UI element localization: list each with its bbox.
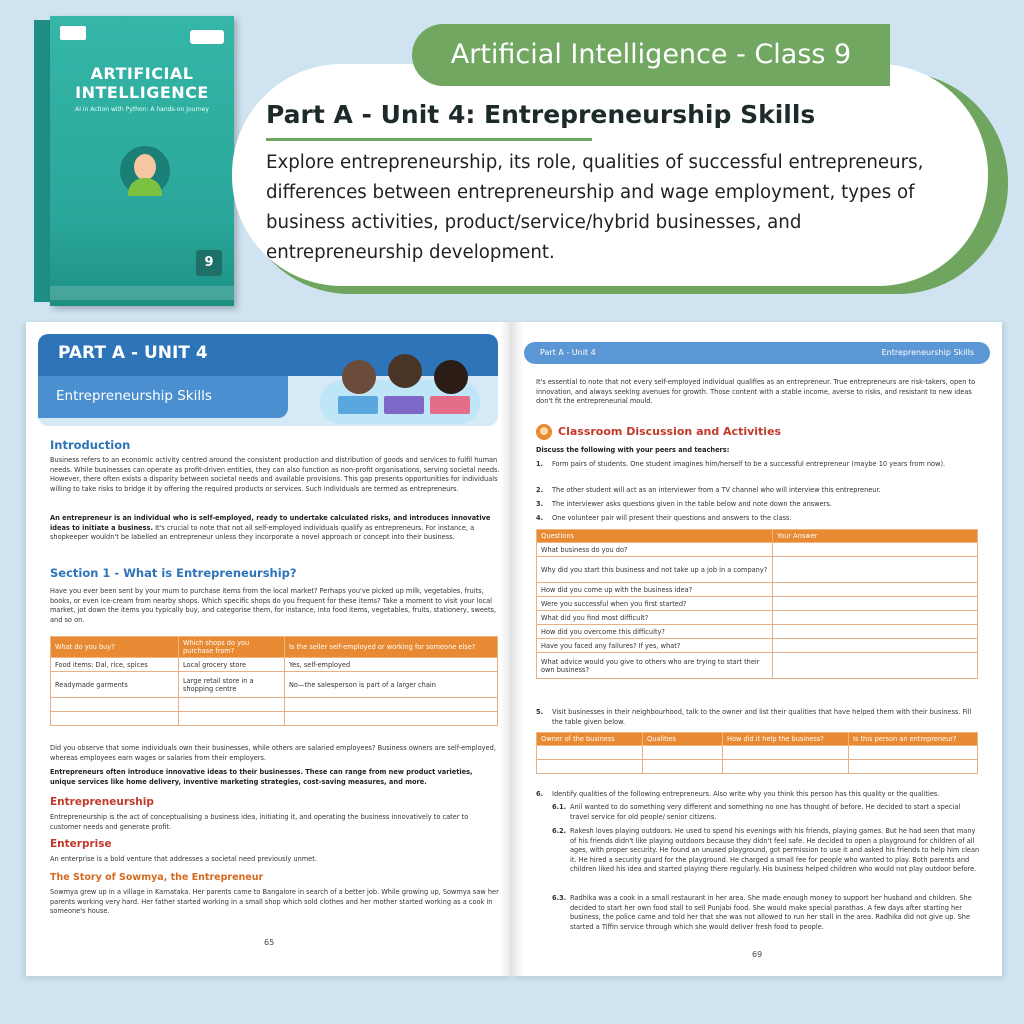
- story-paragraph: Sowmya grew up in a village in Karnataka. Her parents came to Bangalore in search of a better job. While growing up, Sowmya saw her parents working very hard. Her father started working in a small shop which sold clothes and her mother started working as a cook in someone's house.: [50, 888, 499, 916]
- table-header: What do you buy?: [51, 637, 179, 658]
- students-laptops-illustration: [298, 350, 498, 424]
- intro-heading: Introduction: [50, 438, 131, 452]
- table-cell: Local grocery store: [179, 658, 285, 672]
- table-row: [537, 625, 978, 639]
- after-table-paragraph: Did you observe that some individuals own their businesses, while others are salaried employees? Business owners are self-employed, whereas employees earn wages or salaries from their employers.: [50, 744, 496, 762]
- table-row: [537, 583, 978, 597]
- table-row: [537, 653, 978, 679]
- right-page: [512, 322, 1002, 976]
- case-text: Anil wanted to do something very different and something no one has thought of before. He decided to start a special travel service for old people/ senior citizens.: [570, 803, 961, 821]
- intro-paragraph: It's essential to note that not every self-employed individual qualifies as an entrepreneur. True entrepreneurs are risk-takers, open to innovation, and always seeking avenues for growth. Those content with a stable income, averse to risks, and resistant to new ideas don't fit the entrepreneurial mould.: [536, 378, 976, 406]
- question-cell: What business do you do?: [537, 543, 773, 557]
- table-cell: No—the salesperson is part of a larger chain: [285, 672, 498, 698]
- table-row: [537, 746, 978, 760]
- answer-cell: [773, 653, 978, 679]
- enterprise-heading: Enterprise: [50, 838, 112, 850]
- step-text: Visit businesses in their neighbourhood, talk to the owner and list their qualities that have helped them with their business. Fill the table given below.: [552, 708, 972, 726]
- enterprise-paragraph: An enterprise is a bold venture that addresses a societal need previously unmet.: [50, 855, 317, 863]
- table-row: [51, 658, 498, 672]
- chapter-header: [38, 334, 498, 426]
- step-text: Identify qualities of the following entrepreneurs. Also write why you think this person has this quality or the qualities.: [552, 790, 940, 798]
- book-badge-icon: [60, 26, 86, 40]
- table-header: Which shops do you purchase from?: [179, 637, 285, 658]
- step-number: 5.: [536, 708, 544, 716]
- book-title: ARTIFICIAL INTELLIGENCE: [75, 64, 209, 102]
- table-header: Your Answer: [773, 530, 978, 543]
- page-number: 69: [752, 950, 763, 959]
- running-header-left: Part A - Unit 4: [540, 348, 596, 357]
- table-cell: [285, 698, 498, 712]
- table-row: [537, 760, 978, 774]
- book-gutter: [500, 322, 524, 976]
- case-text: Radhika was a cook in a small restaurant in her area. She made enough money to support her husband and children. She decided to start her own food stall to sell Punjabi food. She would make special parathas. A few days after starting her business, the police came and told her that she was not allowed to run her stall in the area. Radhika did not give up. She started a Tiffin service through which she would deliver fresh food to people.: [570, 894, 972, 931]
- page-number: 65: [264, 938, 275, 947]
- running-header: [524, 342, 990, 364]
- table-header: How did it help the business?: [723, 733, 849, 746]
- questions-table: [536, 529, 978, 679]
- discussion-icon: [536, 424, 552, 440]
- table-row: [537, 611, 978, 625]
- table-header: Is this person an entrepreneur?: [849, 733, 978, 746]
- table-row: [51, 698, 498, 712]
- intro-paragraph: Business refers to an economic activity centred around the consistent production and distribution of goods and services to fulfil human needs. While businesses can operate as profit-driven entities, they can also function as non-profit organisations, serving societal needs. However, there often exists a disparity between societal needs and available provisions. This gap presents opportunities for individuals willing to take risks to bridge it by offering the required products or services. Such individuals are termed as entrepreneurs.: [50, 456, 500, 493]
- table-cell: Food items: Dal, rice, spices: [51, 658, 179, 672]
- case-number: 6.2.: [552, 827, 567, 835]
- book-front: [50, 16, 234, 306]
- title-underline: [266, 138, 592, 141]
- table-header: Owner of the business: [537, 733, 643, 746]
- entrepreneurship-heading: Entrepreneurship: [50, 796, 154, 808]
- unit-description: Explore entrepreneurship, its role, qualities of successful entrepreneurs, differences between entrepreneurship and wage employment, types of business activities, product/service/hybrid businesses, and entrepreneurship development.: [266, 152, 924, 263]
- step-number: 2.: [536, 486, 544, 494]
- discuss-line: Discuss the following with your peers and teachers:: [536, 446, 730, 454]
- case-text: Rakesh loves playing outdoors. He used to spend his evenings with his friends, playing games. But he had seen that many of his friends didn't like playing outdoors because they didn't feel safe. He decided to open a playground for children of all ages, with proper security. He found an unused playground, got permission to use it and asked his friends to help him clean it. He hired a security guard for the playground. He charged a small fee for people who wanted to play. Both parents and children liked his idea and started playing there regularly. His business helped children who would not play outdoor before.: [570, 827, 980, 874]
- question-cell: What advice would you give to others who are trying to start their own business?: [537, 653, 773, 679]
- table-cell: [179, 698, 285, 712]
- table-cell: Readymade garments: [51, 672, 179, 698]
- question-cell: Have you faced any failures? If yes, what?: [537, 639, 773, 653]
- step-text: Form pairs of students. One student imagines him/herself to be a successful entrepreneur (maybe 10 years from now).: [552, 460, 946, 468]
- table-cell: [51, 712, 179, 726]
- definition-rest: It's crucial to note that not all self-employed individuals qualify as entrepreneurs. For instance, a shopkeeper wouldn't be labelled an entrepreneur unless they incorporate a novel approach or concept into their business.: [50, 523, 475, 542]
- shops-table: [50, 636, 498, 726]
- definition-bold: An entrepreneur is an individual who is self-employed, ready to undertake calculated risks, and introduces innovative ideas to initiate a business.: [50, 514, 491, 532]
- step-number: 3.: [536, 500, 544, 508]
- entrepreneurship-paragraph: Entrepreneurship is the act of conceptualising a business idea, initiating it, and operating the business innovatively to cater to customer needs and generate profit.: [50, 813, 469, 831]
- table-row: [537, 597, 978, 611]
- publisher-logo-icon: [190, 30, 224, 44]
- table-row: [51, 712, 498, 726]
- step-number: 1.: [536, 460, 544, 468]
- innovation-paragraph: Entrepreneurs often introduce innovative ideas to their businesses. These can range from new product varieties, unique services like home delivery, inventive marketing strategies, cost-saving measures, and more.: [50, 768, 473, 786]
- answer-cell: [773, 557, 978, 583]
- case-number: 6.1.: [552, 803, 567, 811]
- robot-face-icon: [120, 146, 170, 196]
- book-cover-image: [34, 16, 234, 306]
- section1-heading: Section 1 - What is Entrepreneurship?: [50, 566, 297, 580]
- table-row: [537, 557, 978, 583]
- answer-cell: [773, 543, 978, 557]
- step-number: 6.: [536, 790, 544, 798]
- entrepreneur-definition: [50, 514, 500, 543]
- table-cell: Yes, self-employed: [285, 658, 498, 672]
- book-subtitle: AI in Action with Python: A hands-on Journey: [75, 106, 209, 113]
- question-cell: How did you overcome this difficulty?: [537, 625, 773, 639]
- table-header: Questions: [537, 530, 773, 543]
- step-text: One volunteer pair will present their questions and answers to the class.: [552, 514, 792, 522]
- table-row: [51, 672, 498, 698]
- story-heading: The Story of Sowmya, the Entrepreneur: [50, 872, 264, 883]
- table-row: [537, 639, 978, 653]
- skill-title: Entrepreneurship Skills: [56, 388, 212, 404]
- owner-table: [536, 732, 978, 774]
- left-page: [26, 322, 512, 976]
- book-footer: [50, 286, 234, 300]
- table-cell: Large retail store in a shopping centre: [179, 672, 285, 698]
- question-cell: What did you find most difficult?: [537, 611, 773, 625]
- book-grade: 9: [196, 250, 222, 276]
- discussion-heading: Classroom Discussion and Activities: [558, 425, 782, 438]
- answer-cell: [773, 583, 978, 597]
- answer-cell: [773, 611, 978, 625]
- skill-bar: [38, 376, 288, 418]
- case-number: 6.3.: [552, 894, 567, 902]
- step-text: The interviewer asks questions given in the table below and note down the answers.: [552, 500, 832, 508]
- table-row: [537, 543, 978, 557]
- table-cell: [285, 712, 498, 726]
- running-header-right: Entrepreneurship Skills: [881, 348, 974, 357]
- answer-cell: [773, 639, 978, 653]
- section1-paragraph: Have you ever been sent by your mum to purchase items from the local market? Perhaps you've picked up milk, vegetables, fruits, books, or even ice-cream from nearby shops. Which specific shops do you frequent for these items? Take a moment to visit your local market, jot down the items you typically buy, and categorise them, for instance, into food items, vegetables, fruits, stationery, sweets, and so on.: [50, 587, 497, 624]
- table-header: Is the seller self-employed or working for someone else?: [285, 637, 498, 658]
- step-text: The other student will act as an interviewer from a TV channel who will interview this entrepreneur.: [552, 486, 881, 494]
- answer-cell: [773, 625, 978, 639]
- table-cell: [51, 698, 179, 712]
- answer-cell: [773, 597, 978, 611]
- question-cell: How did you come up with the business idea?: [537, 583, 773, 597]
- subject-ribbon: Artificial Intelligence - Class 9: [412, 24, 890, 86]
- step-number: 4.: [536, 514, 544, 522]
- unit-title: Part A - Unit 4: Entrepreneurship Skills: [266, 100, 816, 129]
- table-header: Qualities: [643, 733, 723, 746]
- part-title: PART A - UNIT 4: [58, 343, 208, 363]
- question-cell: Why did you start this business and not take up a job in a company?: [537, 557, 773, 583]
- table-cell: [179, 712, 285, 726]
- question-cell: Were you successful when you first started?: [537, 597, 773, 611]
